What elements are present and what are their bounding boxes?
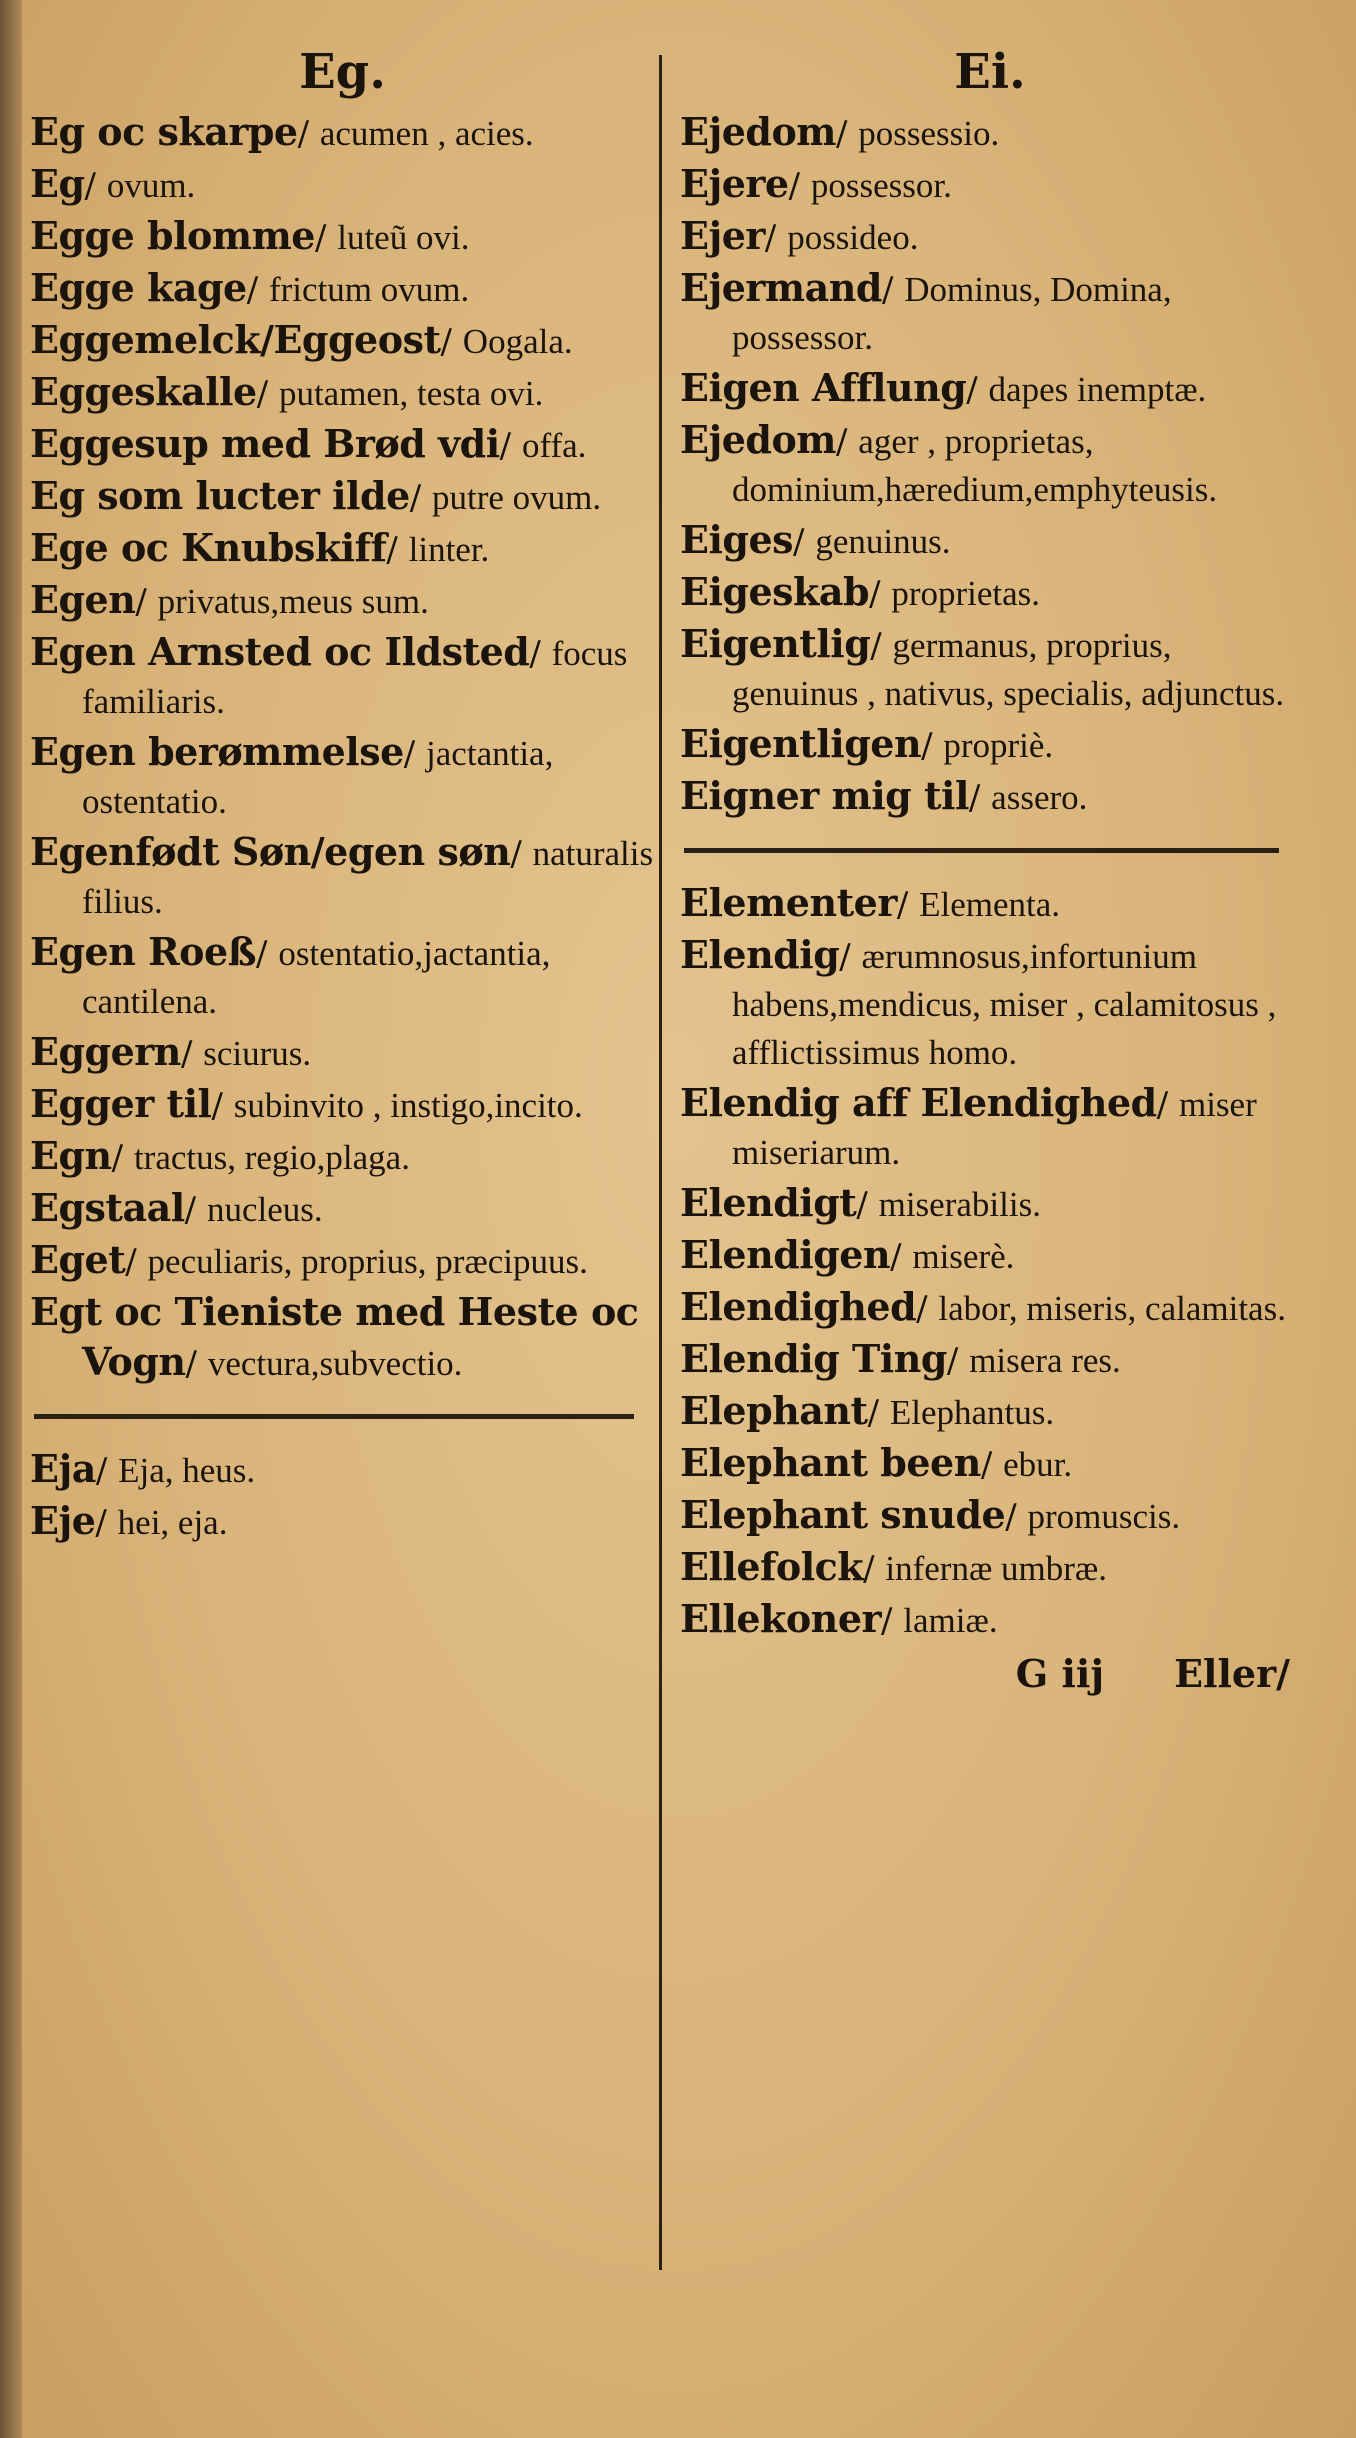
dictionary-entry [30,1236,655,1286]
entry-headword: Eiges [680,517,794,562]
entry-definition: infernæ umbræ. [885,1549,1108,1588]
dictionary-entry [680,1595,1300,1645]
entry-definition: ager , proprietas, dominium,hæredium,emphyteusis. [732,422,1218,509]
entry-separator: / [440,322,463,362]
dictionary-entry [30,472,655,522]
column-rule [659,55,662,2270]
entry-separator: / [966,370,989,410]
entry-separator: / [1156,1085,1179,1125]
entry-headword: Elendigen [680,1232,891,1277]
right-section-el [680,879,1300,1645]
dictionary-entry [30,108,655,158]
right-column [680,40,1300,1696]
dictionary-entry [680,1231,1300,1281]
dictionary-entry [680,1439,1300,1489]
entry-separator: / [869,574,892,614]
entry-headword: Ejer [680,213,765,258]
entry-definition: frictum ovum. [268,270,470,309]
right-running-head: Ei. [954,44,1026,100]
entry-separator: / [409,478,433,518]
entry-separator: / [870,626,893,666]
entry-separator: / [125,1242,148,1282]
section-divider [34,1414,634,1419]
entry-definition: genuinus. [815,522,951,561]
entry-definition: misera res. [969,1341,1121,1380]
book-gutter [0,0,22,2438]
entry-definition: Oogala. [462,322,573,361]
entry-definition: miserè. [912,1237,1015,1276]
dictionary-entry [30,1080,655,1130]
dictionary-entry [30,524,655,574]
entry-headword: Egge blomme [30,213,315,258]
entry-separator: / [836,114,859,154]
catchword: Eller/ [1174,1651,1290,1696]
entry-headword: Ege oc Knubskiff [30,525,387,570]
entry-separator: / [980,1445,1004,1485]
entry-separator: / [529,634,552,674]
entry-headword: Elementer [680,880,897,925]
entry-separator: / [881,1601,904,1641]
entry-definition: naturalis filius. [82,834,654,921]
dictionary-entry [30,420,655,470]
dictionary-entry [680,516,1300,566]
entry-headword: Eigner mig til [680,773,969,818]
dictionary-entry [680,772,1300,822]
dictionary-entry [680,879,1300,929]
entry-separator: / [256,374,279,414]
dictionary-entry [680,1387,1300,1437]
entry-definition: dapes inemptæ. [988,370,1207,409]
entry-headword: Eigen Afflung [680,365,967,410]
entry-headword: Elendig aff Elendighed [680,1080,1157,1125]
dictionary-entry [680,1179,1300,1229]
entry-separator: / [403,734,427,774]
right-section-ei [680,108,1300,822]
entry-definition: vectura,subvectio. [207,1344,463,1383]
entry-headword: Eggeskalle [30,369,257,414]
dictionary-entry [680,1491,1300,1541]
entry-separator: / [836,422,859,462]
entry-definition: assero. [991,778,1088,817]
entry-headword: Eg som lucter ilde [30,473,410,518]
entry-headword: Egen berømmelse [30,729,404,774]
entry-separator: / [1005,1497,1028,1537]
dictionary-entry [30,1132,655,1182]
entry-definition: putamen, testa ovi. [278,374,544,413]
entry-separator: / [890,1237,913,1277]
dictionary-entry [680,160,1300,210]
entry-separator: / [297,114,320,154]
dictionary-entry [680,568,1300,618]
entry-headword: Egen Arnsted oc Ildsted [30,629,530,674]
entry-definition: jactantia, ostentatio. [82,734,554,821]
dictionary-entry [30,316,655,366]
entry-definition: nucleus. [206,1190,323,1229]
entry-definition: offa. [521,426,587,465]
entry-headword: Eggesup med Brød vdi [30,421,500,466]
entry-headword: Elephant [680,1388,868,1433]
dictionary-entry [30,1028,655,1078]
entry-definition: luteũ ovi. [337,218,470,257]
dictionary-entry [30,576,655,626]
entry-separator: / [180,1034,204,1074]
entry-separator: / [896,885,920,925]
entry-definition: putre ovum. [432,478,602,517]
entry-definition: privatus,meus sum. [157,582,429,621]
entry-definition: miser miseriarum. [732,1085,1257,1172]
entry-headword: Egen Roeß [30,929,257,974]
entry-definition: possessor. [810,166,952,205]
entry-definition: Eja, heus. [118,1451,256,1490]
entry-headword: Eg [30,161,85,206]
dictionary-entry [30,1288,655,1388]
dictionary-entry [680,931,1300,1077]
dictionary-entry [30,628,655,726]
entry-headword: Egger til [30,1081,212,1126]
entry-separator: / [921,726,944,766]
entry-headword: Elendig [680,932,840,977]
entry-definition: focus familiaris. [82,634,628,721]
entry-separator: / [793,522,816,562]
entry-separator: / [135,582,158,622]
entry-definition: ærumnosus,infortunium habens,mendicus, miser , calamitosus , afflictissimus homo. [732,937,1277,1072]
dictionary-entry [680,620,1300,718]
dictionary-entry [680,108,1300,158]
entry-separator: / [510,834,533,874]
entry-separator: / [185,1344,208,1384]
dictionary-entry [680,1079,1300,1177]
entry-separator: / [916,1289,939,1329]
entry-separator: / [211,1086,234,1126]
entry-headword: Eg oc skarpe [30,109,298,154]
entry-separator: / [184,1190,207,1230]
entry-headword: Ejedom [680,417,837,462]
entry-definition: peculiaris, proprius, præcipuus. [147,1242,588,1281]
entry-headword: Eggemelck/Eggeost [30,317,441,362]
section-divider [684,848,1279,853]
entry-separator: / [111,1138,134,1178]
entry-headword: Elephant snude [680,1492,1006,1537]
entry-headword: Egn [30,1133,112,1178]
entry-headword: Eigeskab [680,569,870,614]
entry-separator: / [499,426,522,466]
entry-separator: / [84,166,107,206]
entry-definition: labor, miseris, calamitas. [938,1289,1286,1328]
entry-separator: / [788,166,811,206]
entry-headword: Elendighed [680,1284,917,1329]
entry-headword: Ejere [680,161,789,206]
dictionary-entry [30,368,655,418]
dictionary-entry [680,364,1300,414]
entry-separator: / [314,218,338,258]
entry-headword: Egt oc Tieniste med Heste oc Vogn [30,1289,639,1384]
dictionary-entry [680,1543,1300,1593]
entry-headword: Eja [30,1446,96,1491]
dictionary-entry [30,1497,655,1547]
entry-definition: linter. [408,530,490,569]
entry-separator: / [863,1549,886,1589]
dictionary-entry [30,728,655,826]
entry-definition: promuscis. [1027,1497,1181,1536]
dictionary-entry [30,928,655,1026]
entry-definition: ovum. [106,166,196,205]
entry-separator: / [867,1393,890,1433]
entry-separator: / [881,270,905,310]
dictionary-entry [680,1335,1300,1385]
entry-headword: Ejermand [680,265,882,310]
entry-headword: Elendig Ting [680,1336,947,1381]
dictionary-entry [30,264,655,314]
dictionary-entry [680,416,1300,514]
entry-definition: tractus, regio,plaga. [133,1138,410,1177]
entry-definition: proprietas. [891,574,1041,613]
entry-separator: / [95,1451,119,1491]
entry-headword: Egenfødt Søn/egen søn [30,829,511,874]
entry-separator: / [95,1503,118,1543]
entry-definition: subinvito , instigo,incito. [233,1086,583,1125]
left-running-head: Eg. [299,44,386,100]
entry-headword: Egge kage [30,265,247,310]
entry-separator: / [856,1185,879,1225]
entry-headword: Eigentligen [680,721,922,766]
entry-headword: Elephant been [680,1440,981,1485]
dictionary-entry [30,828,655,926]
entry-separator: / [256,934,279,974]
left-section-ej [30,1445,655,1547]
entry-separator: / [839,937,862,977]
dictionary-entry [680,212,1300,262]
entry-definition: Elementa. [919,885,1061,924]
entry-headword: Elendigt [680,1180,857,1225]
entry-separator: / [764,218,788,258]
entry-definition: miserabilis. [878,1185,1041,1224]
entry-headword: Ejedom [680,109,837,154]
dictionary-entry [680,264,1300,362]
entry-separator: / [246,270,269,310]
entry-headword: Eggern [30,1029,181,1074]
entry-separator: / [946,1341,970,1381]
entry-definition: germanus, proprius, genuinus , nativus, specialis, adjunctus. [732,626,1285,713]
dictionary-entry [680,720,1300,770]
page-footer [680,1651,1300,1696]
signature-mark: G iij [1015,1651,1105,1696]
dictionary-entry [30,1184,655,1234]
entry-headword: Eje [30,1498,96,1543]
entry-definition: Dominus, Domina, possessor. [732,270,1172,357]
entry-headword: Egstaal [30,1185,185,1230]
entry-definition: sciurus. [203,1034,312,1073]
left-section-eg [30,108,655,1388]
entry-separator: / [386,530,409,570]
entry-definition: Elephantus. [889,1393,1055,1432]
dictionary-entry [680,1283,1300,1333]
entry-headword: Ellekoner [680,1596,882,1641]
entry-definition: ostentatio,jactantia, cantilena. [82,934,551,1021]
entry-definition: propriè. [943,726,1054,765]
entry-definition: ebur. [1003,1445,1073,1484]
entry-definition: hei, eja. [117,1503,228,1542]
entry-definition: lamiæ. [903,1601,998,1640]
entry-headword: Eget [30,1237,126,1282]
entry-separator: / [968,778,992,818]
entry-headword: Ellefolck [680,1544,864,1589]
entry-definition: possideo. [787,218,919,257]
entry-headword: Egen [30,577,136,622]
entry-definition: possessio. [858,114,1000,153]
dictionary-entry [30,212,655,262]
dictionary-entry [30,160,655,210]
entry-headword: Eigentlig [680,621,871,666]
entry-definition: acumen , acies. [319,114,534,153]
dictionary-entry [30,1445,655,1495]
left-column [30,40,655,1549]
